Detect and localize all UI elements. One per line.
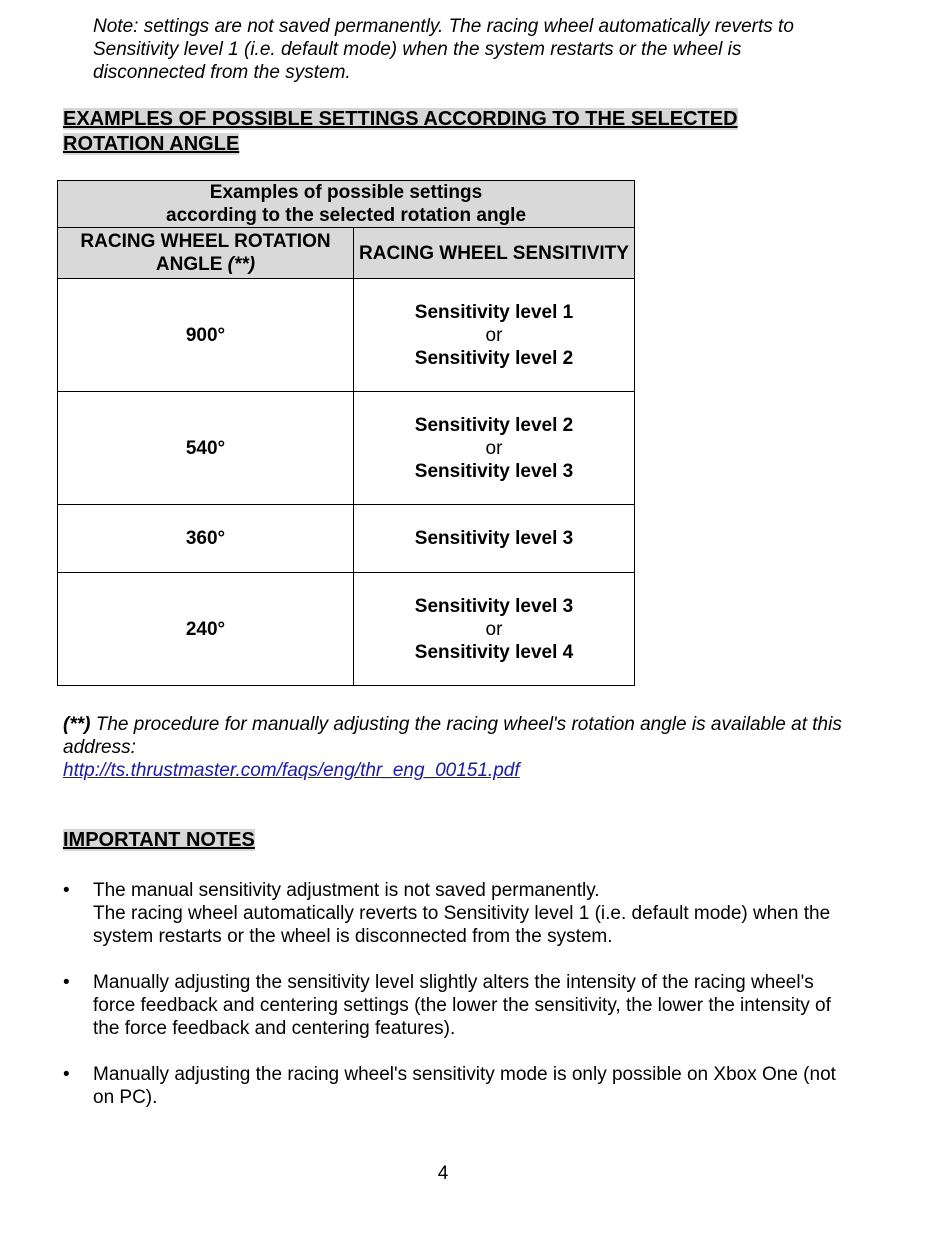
rotation-settings-table bbox=[57, 180, 635, 686]
list-item: • The manual sensitivity adjustment is not saved permanently. The racing wheel automatically reverts to Sensitivity level 1 (i.e. default mode) when the system restarts or the wheel is disconnected from the system. bbox=[63, 880, 831, 947]
table-row bbox=[58, 573, 635, 686]
table-header-row bbox=[58, 228, 635, 279]
sensitivity-cell: Sensitivity level 1 or Sensitivity level 2 bbox=[354, 279, 635, 392]
table-row bbox=[58, 279, 635, 392]
sensitivity-header: RACING WHEEL SENSITIVITY bbox=[354, 228, 635, 279]
examples-section-heading: EXAMPLES OF POSSIBLE SETTINGS ACCORDING TO THE SELECTED ROTATION ANGLE bbox=[63, 108, 738, 155]
important-notes-heading: IMPORTANT NOTES bbox=[63, 829, 255, 851]
angle-cell: 540° bbox=[58, 392, 354, 505]
list-item: • Manually adjusting the racing wheel's sensitivity mode is only possible on Xbox One (not on PC). bbox=[63, 1064, 836, 1108]
table-caption: Examples of possible settings according to the selected rotation angle bbox=[58, 181, 635, 228]
bullet-icon: • bbox=[63, 880, 70, 901]
bullet-icon: • bbox=[63, 1064, 70, 1085]
table-row bbox=[58, 392, 635, 505]
angle-cell: 360° bbox=[58, 505, 354, 573]
table-row bbox=[58, 505, 635, 573]
angle-cell: 240° bbox=[58, 573, 354, 686]
settings-note: Note: settings are not saved permanently. The racing wheel automatically reverts to Sensitivity level 1 (i.e. default mode) when the system restarts or the wheel is disconnected from the system. bbox=[93, 16, 794, 83]
sensitivity-cell: Sensitivity level 2 or Sensitivity level 3 bbox=[354, 392, 635, 505]
rotation-angle-header: RACING WHEEL ROTATION ANGLE (**) bbox=[58, 228, 354, 279]
procedure-link[interactable]: http://ts.thrustmaster.com/faqs/eng/thr_eng_00151.pdf bbox=[63, 760, 520, 781]
rotation-angle-footnote: (**) The procedure for manually adjusting the racing wheel's rotation angle is available at this address: http://ts.thrustmaster.com/faqs/eng/thr_eng_00151.pdf bbox=[63, 713, 863, 782]
sensitivity-cell: Sensitivity level 3 bbox=[354, 505, 635, 573]
angle-cell: 900° bbox=[58, 279, 354, 392]
important-notes-list bbox=[63, 879, 853, 1132]
bullet-icon: • bbox=[63, 972, 70, 993]
footnote-marker: (**) bbox=[63, 714, 91, 735]
table-caption-row bbox=[58, 181, 635, 228]
sensitivity-cell: Sensitivity level 3 or Sensitivity level 4 bbox=[354, 573, 635, 686]
page-number: 4 bbox=[437, 1163, 449, 1184]
list-item: • Manually adjusting the sensitivity level slightly alters the intensity of the racing wheel's force feedback and centering settings (the lower the sensitivity, the lower the intensity of the force feedback and centering features). bbox=[63, 972, 831, 1039]
